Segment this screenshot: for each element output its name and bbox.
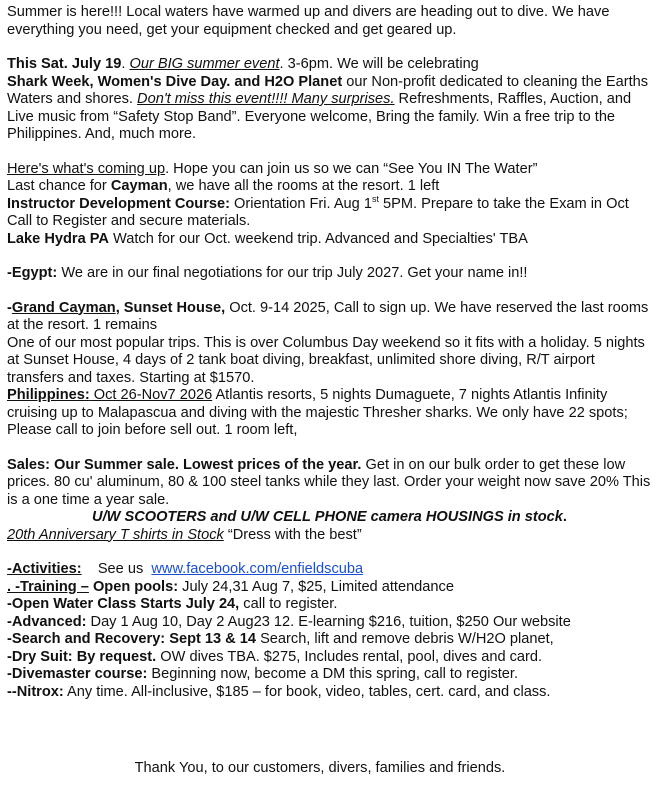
- lake-hydra-paragraph: Lake Hydra PA Watch for our Oct. weekend trip. Advanced and Specialties' TBA: [7, 230, 528, 247]
- coming-up-tagline: Here's what's coming up. Hope you can join us so we can “See You IN The Water”: [7, 160, 538, 177]
- cayman-last-chance: Last chance for Cayman, we have all the rooms at the resort. 1 left: [7, 178, 440, 194]
- scooters-line: U/W SCOOTERS and U/W CELL PHONE camera HOUSINGS in stock.: [92, 509, 567, 525]
- event-date: This Sat. July 19: [7, 56, 122, 72]
- grand-cayman-details: One of our most popular trips. This is over Columbus Day weekend so it fits with a holiday. 5 nights at Sunset House, 4 days of 2 tank boat diving, breakfast, unlimited shore diving, R/T airport transfers and taxes. Starting at $1570.: [7, 334, 645, 386]
- idc-paragraph: Instructor Development Course: Orientation Fri. Aug 1st 5PM. Prepare to take the Exam in Oct Call to Register and secure materials.: [7, 193, 629, 229]
- philippines-paragraph: Philippines: Oct 26-Nov7 2026 Atlantis resorts, 5 nights Dumaguete, 7 nights Atlantis Infinity cruising up to Malapascua and diving with the majestic Thresher sharks. We only have 22 spots; Please call to join before sell out. 1 room left,: [7, 387, 628, 438]
- event-highlights: Shark Week, Women's Dive Day. and H2O Planet: [7, 73, 343, 90]
- activity-item: -Dry Suit: By request. OW dives TBA. $275, Includes rental, pool, dives and card.: [7, 648, 543, 665]
- activities-line: -Activities: See us www.facebook.com/enfieldscuba: [7, 561, 364, 577]
- tshirts-line: 20th Anniversary T shirts in Stock “Dress with the best”: [7, 526, 362, 543]
- thank-you-line: Thank You, to our customers, divers, families and friends.: [134, 760, 506, 776]
- egypt-paragraph: -Egypt: We are in our final negotiations for our trip July 2027. Get your name in!!: [7, 265, 528, 281]
- event-dont-miss: Don't miss this event!!!! Many surprises.: [137, 91, 395, 107]
- grand-cayman-name: Grand Cayman: [11, 299, 116, 316]
- activity-item: -Divemaster course: Beginning now, become a DM this spring, call to register.: [7, 666, 519, 682]
- facebook-link[interactable]: www.facebook.com/enfieldscuba: [151, 561, 364, 577]
- event-name: Our BIG summer event: [129, 56, 280, 72]
- activity-item: -Advanced: Day 1 Aug 10, Day 2 Aug23 12. E-learning $216, tuition, $250 Our website: [7, 613, 571, 630]
- activity-item: --Nitrox: Any time. All-inclusive, $185 – for book, video, tables, cert. card, and class.: [7, 683, 551, 700]
- newsletter: [7, 4, 652, 701]
- intro-paragraph: Summer is here!!! Local waters have warmed up and divers are heading out to dive. We have everything you need, get your equipment checked and get geared up.: [7, 4, 610, 38]
- activity-item: -Search and Recovery: Sept 13 & 14 Search, lift and remove debris W/H2O planet,: [7, 631, 554, 647]
- coming-up-heading: Here's what's coming up: [7, 160, 166, 177]
- sales-paragraph: Sales: Our Summer sale. Lowest prices of the year. Get in on our bulk order to get these low prices. 80 cu' aluminum, 80 & 100 steel tanks while they last. Order your weight now save 20% This is a one time a year sale.: [7, 456, 651, 508]
- grand-cayman-paragraph: -Grand Cayman, Sunset House, Oct. 9-14 2025, Call to sign up. We have reserved the last rooms at the resort. 1 remains: [7, 299, 649, 333]
- activity-item: -Open Water Class Starts July 24, call to register.: [7, 596, 338, 612]
- event-paragraph: This Sat. July 19. Our BIG summer event. 3-6pm. We will be celebrating Shark Week, Women's Dive Day. and H2O Planet our Non-profit dedicated to cleaning the Earths Waters and shores. Don't miss this event!!!! Many surprises. Refreshments, Raffles, Auction, and Live music from “Safety Stop Band”. Everyone welcome, Bring the family. Win a free trip to the Philippines. And, much more.: [7, 56, 649, 142]
- activity-item: . -Training – Open pools: July 24,31 Aug 7, $25, Limited attendance: [7, 578, 454, 595]
